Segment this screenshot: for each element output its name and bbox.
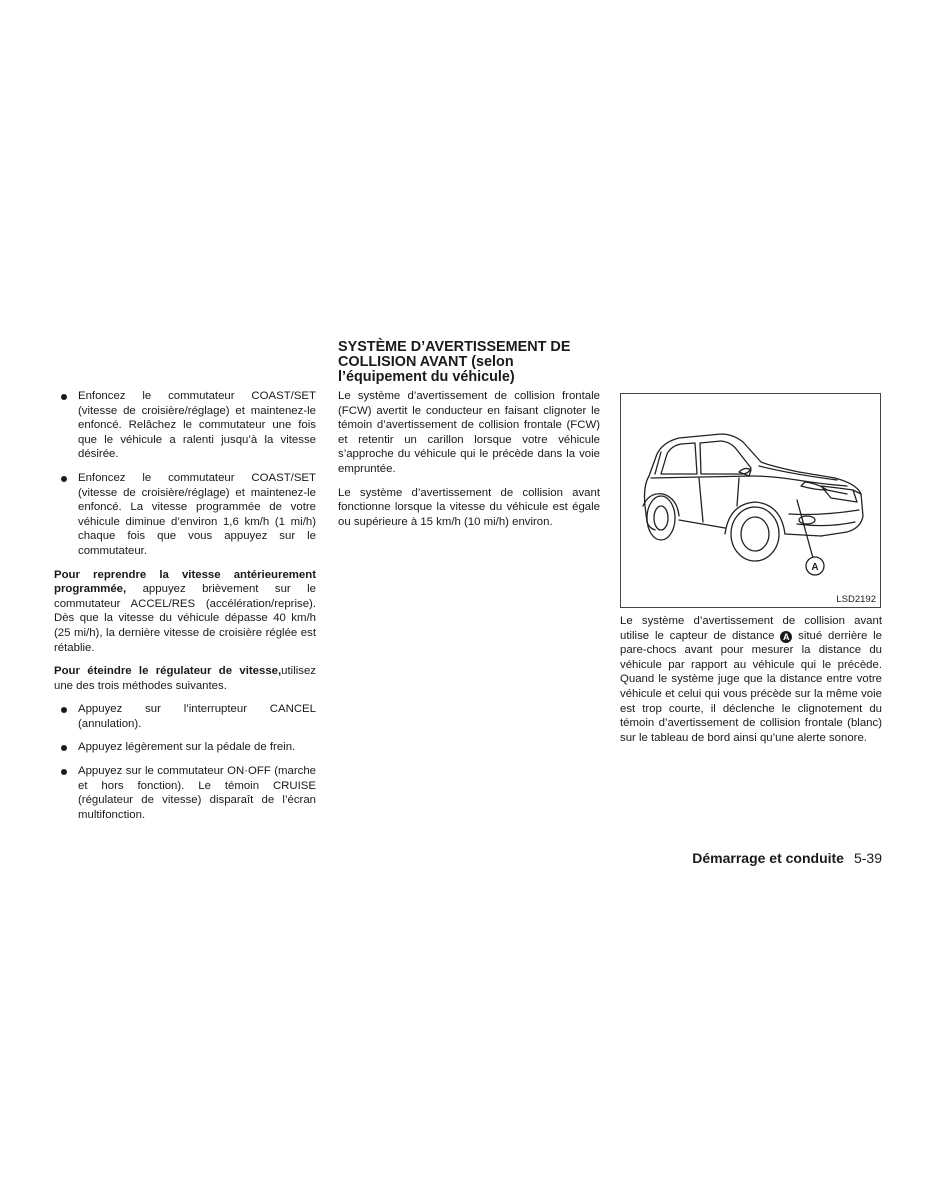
callout-a-icon: A xyxy=(780,631,792,643)
list-item-text: Appuyez sur le commutateur ON·OFF (marche et hors fonction). Le témoin CRUISE (régulateur de vitesse) disparaît de l’écran multifonction. xyxy=(78,765,316,821)
footer-section-name: Démarrage et conduite xyxy=(692,850,844,866)
list-item-text: Appuyez légèrement sur la pédale de frein. xyxy=(78,741,296,754)
intro-paragraph: Le système d’avertissement de collision frontale (FCW) avertit le conducteur en faisant clignoter le témoin d’avertissement de collision frontale (FCW) et retentir un carillon lorsque votre véhicule s’approche du véhicule qui le précède dans la voie empruntée. xyxy=(338,390,600,475)
column-right xyxy=(620,614,882,754)
list-item xyxy=(54,471,316,559)
list-item-text: Appuyez sur l’interrupteur CANCEL (annulation). xyxy=(78,703,316,730)
page-number: 5-39 xyxy=(853,850,882,866)
section-title: SYSTÈME D’AVERTISSEMENT DE COLLISION AVANT (selon l’équipement du véhicule) xyxy=(338,339,571,385)
bullet-icon xyxy=(61,707,67,713)
list-item xyxy=(54,764,316,822)
column-middle xyxy=(338,340,600,538)
sensor-paragraph xyxy=(620,614,882,745)
bullet-icon xyxy=(61,394,67,400)
vehicle-illustration xyxy=(620,393,881,608)
off-text: utilisez une des trois méthodes suivantes. xyxy=(54,665,316,692)
column-left xyxy=(54,389,316,831)
suv-drawing-icon xyxy=(621,394,880,607)
list-item xyxy=(54,702,316,731)
list-item-text: Enfoncez le commutateur COAST/SET (vitesse de croisière/réglage) et maintenez-le enfoncé. Relâchez le commutateur une fois que le véhicule a ralenti jusqu’à la vitesse désirée. xyxy=(78,390,316,461)
sensor-text-end: situé derrière le pare-chocs avant pour mesurer la distance du véhicule par rapport au véhicule qui le précède. Quand le système juge que la distance entre votre véhicule et celui qui vous précède sur la même voie est trop courte, il déclenche le clignotement du témoin d’avertissement de collision frontale (blanc) sur le tableau de bord ainsi qu’une alerte sonore. xyxy=(620,629,883,744)
list-item xyxy=(54,389,316,462)
bullet-icon xyxy=(61,769,67,775)
page-footer xyxy=(620,850,882,866)
bullet-icon xyxy=(61,476,67,482)
off-heading: Pour éteindre le régulateur de vitesse, xyxy=(54,665,282,678)
off-paragraph xyxy=(54,664,316,693)
resume-heading: Pour reprendre la vitesse antérieurement programmée, xyxy=(54,568,316,596)
sensor-text-start: Le système d’avertissement de collision avant utilise le capteur de distance xyxy=(620,615,882,642)
figure-code: LSD2192 xyxy=(836,594,876,605)
list-item-text: Enfoncez le commutateur COAST/SET (vitesse de croisière/réglage) et maintenez-le enfoncé. La vitesse programmée de votre véhicule diminue d’environ 1,6 km/h (1 mi/h) chaque fois que vous appuyez sur le commutateur. xyxy=(78,471,316,557)
bullet-icon xyxy=(61,745,67,751)
resume-text: appuyez brièvement sur le commutateur ACCEL/RES (accélération/reprise). Dès que la vitesse du véhicule dépasse 40 km/h (25 mi/h), la dernière vitesse de croisière réglée est rétablie. xyxy=(54,583,316,654)
speed-paragraph: Le système d’avertissement de collision avant fonctionne lorsque la vitesse du véhicule est égale ou supérieure à 15 km/h (10 mi/h) environ. xyxy=(338,486,600,528)
resume-paragraph xyxy=(54,568,316,656)
figure-callout: A xyxy=(811,562,819,573)
list-item xyxy=(54,740,316,755)
